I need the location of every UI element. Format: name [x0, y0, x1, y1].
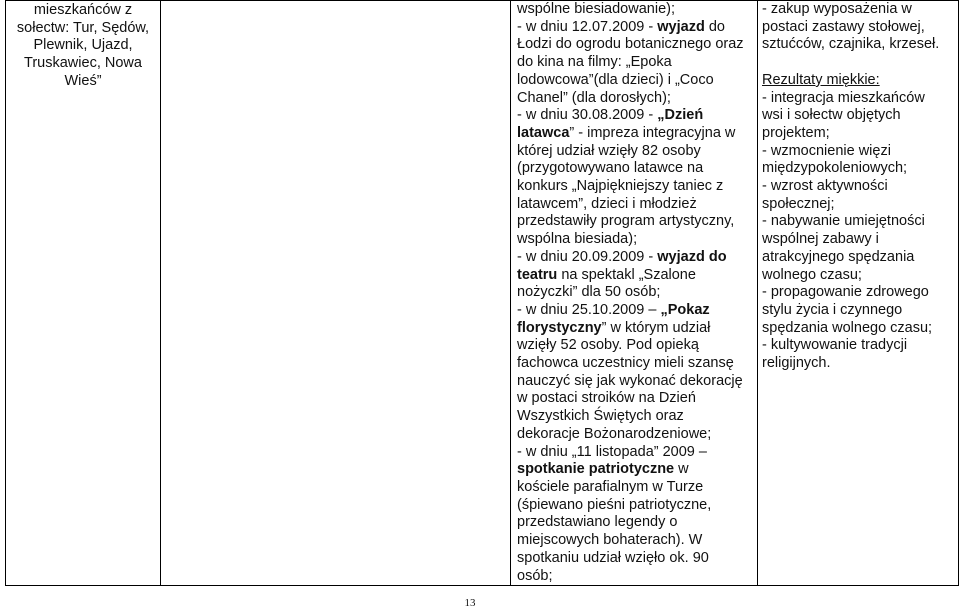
col1-line: sołectw: Tur, Sędów,: [16, 19, 150, 36]
result-line: - kultywowanie tradycji: [762, 337, 908, 354]
bold-phrase: wyjazd do: [657, 248, 727, 265]
result-line: religijnych.: [762, 355, 831, 372]
text-line: Wszystkich Świętych oraz: [517, 408, 684, 425]
text-line: (przygotowywano latawce na: [517, 160, 704, 177]
text-line: przedstawiano legendy o: [517, 514, 678, 531]
result-line: spędzania wolnego czasu;: [762, 319, 933, 336]
text-line: wzięły 52 osoby. Pod opieką: [517, 337, 699, 354]
result-line: międzypokoleniowych;: [762, 160, 908, 177]
bold-phrase: teatru: [517, 266, 558, 283]
text-line: spotkanie patriotyczne w: [517, 461, 689, 478]
text-line: latawca” - impreza integracyjna w: [517, 124, 736, 141]
text-line: konkurs „Najpiękniejszy taniec z: [517, 178, 724, 195]
result-line: - wzrost aktywności: [762, 178, 888, 195]
bold-phrase: wyjazd: [657, 18, 705, 35]
text-line: Łodzi do ogrodu botanicznego oraz: [517, 36, 744, 53]
activities-text: [511, 1, 757, 585]
result-line: - propagowanie zdrowego: [762, 284, 929, 301]
result-line: atrakcyjnego spędzania: [762, 248, 915, 265]
text-line: przedstawiły program artystyczny,: [517, 213, 735, 230]
column-4-cell: [758, 1, 959, 586]
bold-phrase: „Dzień: [657, 107, 704, 124]
text-line: do kina na filmy: „Epoka: [517, 54, 672, 71]
result-line: stylu życia i czynnego: [762, 301, 903, 318]
bold-phrase: florystyczny: [517, 319, 602, 336]
text-line: osób;: [517, 567, 553, 584]
text-line: - zakup wyposażenia w: [762, 1, 912, 17]
text-line: postaci zastawy stołowej,: [762, 18, 925, 35]
column-2-cell-empty: [161, 1, 511, 586]
col1-line: mieszkańców z: [33, 2, 133, 18]
result-line: - wzmocnienie więzi: [762, 142, 891, 159]
results-text: [758, 1, 958, 373]
text-line: - w dniu 30.08.2009 - „Dzień: [517, 107, 704, 124]
col1-line: Truskawiec, Nowa: [24, 55, 142, 72]
text-line: sztućców, czajnika, krzeseł.: [762, 36, 940, 53]
text-line: - w dniu 20.09.2009 - wyjazd do: [517, 248, 727, 265]
text-line: latawcem”, dzieci i młodzież: [517, 195, 697, 212]
result-line: - integracja mieszkańców: [762, 89, 925, 106]
text-line: nożyczki” dla 50 osób;: [517, 284, 661, 301]
text-line: - w dniu 12.07.2009 - wyjazd do: [517, 18, 725, 35]
text-line: której udział wzięły 82 osoby: [517, 142, 701, 159]
text-line: lodowcowa”(dla dzieci) i „Coco: [517, 71, 714, 88]
col1-line: Wieś”: [64, 72, 102, 89]
text-line: spotkaniu udział wzięło ok. 90: [517, 549, 709, 566]
column-1-text: [6, 1, 160, 91]
bold-phrase: spotkanie patriotyczne: [517, 461, 675, 478]
bold-phrase: „Pokaz: [660, 301, 710, 318]
text-line: teatru na spektakl „Szalone: [517, 266, 696, 283]
soft-results-heading: Rezultaty miękkie:: [762, 71, 880, 88]
result-line: wolnego czasu;: [762, 266, 862, 283]
text-line: wspólne biesiadowanie);: [517, 1, 675, 17]
text-line: Chanel” (dla dorosłych);: [517, 89, 671, 106]
text-line: nauczyć się jak wykonać dekorację: [517, 372, 743, 389]
result-line: projektem;: [762, 124, 830, 141]
text-line: fachowca uczestnicy mieli szansę: [517, 355, 734, 372]
text-line: (śpiewano pieśni patriotyczne,: [517, 496, 712, 513]
text-line: kościele parafialnym w Turze: [517, 478, 704, 495]
text-line: dekoracje Bożonarodzeniowe;: [517, 425, 712, 442]
col1-line: Plewnik, Ujazd,: [33, 37, 133, 54]
text-line: miejscowych bohaterach). W: [517, 532, 703, 549]
blank-line: [762, 54, 954, 72]
result-line: wsi i sołectw objętych: [762, 107, 901, 124]
content-table: [5, 0, 959, 586]
column-1-cell: [6, 1, 161, 586]
text-line: w postaci stroików na Dzień: [517, 390, 696, 407]
text-line: florystyczny” w którym udział: [517, 319, 711, 336]
result-line: - nabywanie umiejętności: [762, 213, 925, 230]
bold-phrase: latawca: [517, 124, 570, 141]
text-line: - w dniu 25.10.2009 – „Pokaz: [517, 301, 710, 318]
result-line: wspólnej zabawy i: [762, 231, 879, 248]
text-line: wspólna biesiada);: [517, 231, 638, 248]
page-number: 13: [464, 597, 476, 609]
result-line: społecznej;: [762, 195, 835, 212]
column-3-cell: [511, 1, 758, 586]
text-line: - w dniu „11 listopada” 2009 –: [517, 443, 707, 460]
